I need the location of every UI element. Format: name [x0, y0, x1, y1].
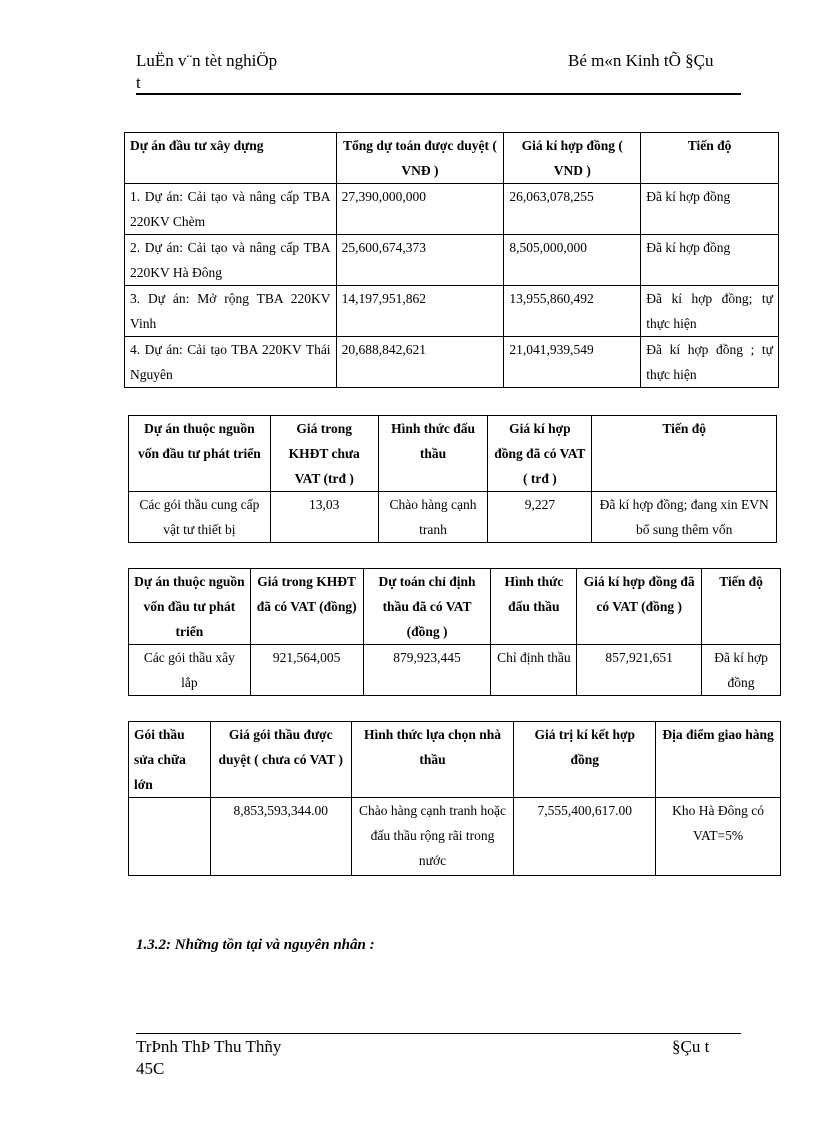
- table-cell: Đã kí hợp đồng: [641, 235, 779, 286]
- table-cell: Chào hàng cạnh tranh hoặc đấu thầu rộng rãi trong nước: [351, 798, 514, 876]
- table-construction-projects: [124, 132, 779, 388]
- table-equipment-packages: [128, 415, 777, 543]
- column-header: Giá kí hợp đồng ( VND ): [504, 133, 641, 184]
- table-major-repair-packages: [128, 721, 781, 876]
- column-header: Giá kí hợp đồng đã có VAT (đồng ): [577, 569, 702, 645]
- table-cell: 7,555,400,617.00: [514, 798, 656, 876]
- table-cell: Các gói thầu cung cấp vật tư thiết bị: [129, 492, 271, 543]
- table-cell: Đã kí hợp đồng; tự thực hiện: [641, 286, 779, 337]
- table-header-row: [129, 569, 781, 645]
- header-left-line1: LuËn v¨n tèt nghiÖp: [136, 51, 278, 70]
- footer-left-line2: 45C: [136, 1059, 165, 1078]
- table-row: [125, 235, 779, 286]
- table-cell: 14,197,951,862: [336, 286, 504, 337]
- header-left-line2: t: [136, 73, 141, 92]
- table-cell: 9,227: [488, 492, 592, 543]
- table-cell: Đã kí hợp đồng: [702, 645, 781, 696]
- table-row: [129, 645, 781, 696]
- header-rule: [136, 93, 741, 95]
- table-cell: 13,03: [270, 492, 378, 543]
- column-header: Tiến độ: [641, 133, 779, 184]
- section-heading: 1.3.2: Những tồn tại và nguyên nhân :: [136, 937, 375, 953]
- table-cell: Đã kí hợp đồng; đang xin EVN bổ sung thêm vốn: [592, 492, 777, 543]
- table-header-row: [129, 722, 781, 798]
- table-row: [125, 184, 779, 235]
- column-header: Hình thức lựa chọn nhà thầu: [351, 722, 514, 798]
- table-cell: 8,505,000,000: [504, 235, 641, 286]
- running-header-right: Bé m«n Kinh tÕ §Çu: [568, 51, 714, 70]
- table-cell: 20,688,842,621: [336, 337, 504, 388]
- footer-left-line1: TrÞnh ThÞ Thu Thñy: [136, 1037, 282, 1056]
- column-header: Giá trong KHĐT đã có VAT (đồng): [250, 569, 363, 645]
- table-cell: 8,853,593,344.00: [210, 798, 351, 876]
- table-cell: 26,063,078,255: [504, 184, 641, 235]
- table-cell: 4. Dự án: Cải tạo TBA 220KV Thái Nguyên: [125, 337, 337, 388]
- running-footer-left: [136, 1036, 336, 1080]
- table-row: [129, 492, 777, 543]
- table-cell: Chào hàng cạnh tranh: [378, 492, 488, 543]
- table-cell: 21,041,939,549: [504, 337, 641, 388]
- column-header: Hình thức đấu thầu: [378, 416, 488, 492]
- table-cell: 25,600,674,373: [336, 235, 504, 286]
- footer-rule: [136, 1033, 741, 1034]
- table-cell: Chỉ định thầu: [491, 645, 577, 696]
- column-header: Tổng dự toán được duyệt ( VNĐ ): [336, 133, 504, 184]
- column-header: Hình thức đấu thầu: [491, 569, 577, 645]
- column-header: Dự án thuộc nguồn vốn đầu tư phát triển: [129, 416, 271, 492]
- table-cell: Kho Hà Đông có VAT=5%: [656, 798, 781, 876]
- table-cell: Đã kí hợp đồng: [641, 184, 779, 235]
- column-header: Giá trị kí kết hợp đồng: [514, 722, 656, 798]
- column-header: Địa điểm giao hàng: [656, 722, 781, 798]
- table-cell: 879,923,445: [363, 645, 491, 696]
- table-cell: 857,921,651: [577, 645, 702, 696]
- column-header: Giá trong KHĐT chưa VAT (trđ ): [270, 416, 378, 492]
- column-header: Giá kí hợp đồng đã có VAT ( trđ ): [488, 416, 592, 492]
- table-cell: 13,955,860,492: [504, 286, 641, 337]
- table-cell: 27,390,000,000: [336, 184, 504, 235]
- table-cell: [129, 798, 211, 876]
- column-header: Giá gói thầu được duyệt ( chưa có VAT ): [210, 722, 351, 798]
- table-cell: 3. Dự án: Mở rộng TBA 220KV Vinh: [125, 286, 337, 337]
- table-header-row: [129, 416, 777, 492]
- table-row: [125, 286, 779, 337]
- running-footer-right: §Çu t: [672, 1037, 710, 1056]
- table-header-row: [125, 133, 779, 184]
- table-cell: 2. Dự án: Cải tạo và nâng cấp TBA 220KV Hà Đông: [125, 235, 337, 286]
- table-cell: 1. Dự án: Cải tạo và nâng cấp TBA 220KV Chèm: [125, 184, 337, 235]
- column-header: Tiến độ: [592, 416, 777, 492]
- table-row: [125, 337, 779, 388]
- column-header: Dự án đầu tư xây dựng: [125, 133, 337, 184]
- column-header: Dự án thuộc nguồn vốn đầu tư phát triển: [129, 569, 251, 645]
- table-row: [129, 798, 781, 876]
- column-header: Dự toán chỉ định thầu đã có VAT (đồng ): [363, 569, 491, 645]
- column-header: Tiến độ: [702, 569, 781, 645]
- table-construction-packages: [128, 568, 781, 696]
- table-cell: 921,564,005: [250, 645, 363, 696]
- running-header-left: [136, 50, 336, 94]
- table-cell: Các gói thầu xây lắp: [129, 645, 251, 696]
- table-cell: Đã kí hợp đồng ; tự thực hiện: [641, 337, 779, 388]
- column-header: Gói thầu sửa chữa lớn: [129, 722, 211, 798]
